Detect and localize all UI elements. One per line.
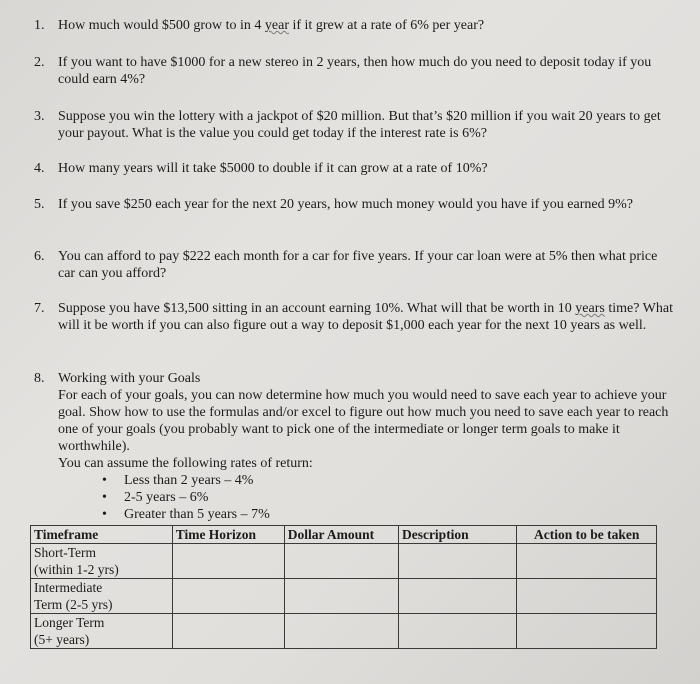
list-item: • Greater than 5 years – 7% <box>58 506 674 523</box>
column-header-action: Action to be taken <box>517 526 657 544</box>
question-number: 3. <box>34 109 45 124</box>
question-number: 2. <box>34 55 45 70</box>
table-cell <box>398 614 516 649</box>
question-4 <box>34 160 674 177</box>
row-label: Intermediate Term (2-5 yrs) <box>31 579 173 614</box>
question-number: 7. <box>34 301 45 316</box>
question-text: If you save $250 each year for the next 20 years, how much money would you have if you earned 9%? <box>58 197 633 212</box>
table-header-row <box>31 526 657 544</box>
table-row <box>31 614 657 649</box>
list-item: • 2-5 years – 6% <box>58 489 674 506</box>
table-cell <box>284 579 398 614</box>
table-cell <box>398 579 516 614</box>
table-cell <box>517 614 657 649</box>
question-text: For each of your goals, you can now determine how much you would need to save each year to achieve your goal. Show how to use the formulas and/or excel to figure out how much you need to save each year to reach one of your goals (you probably want to pick one of the intermediate or longer term goals to make it worthwhile). <box>58 388 669 454</box>
question-number: 6. <box>34 249 45 264</box>
question-text: Suppose you have $13,500 sitting in an account earning 10%. What will that be worth in 10 years time? What will it be worth if you can also figure out a way to deposit $1,000 each year for the next 10 years as well. <box>58 301 673 333</box>
row-label: Short-Term (within 1-2 yrs) <box>31 544 173 579</box>
table-cell <box>517 544 657 579</box>
table-row <box>31 579 657 614</box>
column-header-description: Description <box>398 526 516 544</box>
question-8 <box>34 370 674 523</box>
question-6 <box>34 248 674 282</box>
question-body <box>58 370 674 523</box>
spellcheck-flagged-word: years <box>575 301 605 316</box>
question-text: If you want to have $1000 for a new stereo in 2 years, then how much do you need to deposit today if you could earn 4%? <box>58 55 652 87</box>
question-number: 4. <box>34 161 45 176</box>
list-item: • Less than 2 years – 4% <box>58 472 674 489</box>
table-row <box>31 544 657 579</box>
table-cell <box>172 614 284 649</box>
section-title: Working with your Goals <box>58 371 201 386</box>
question-7 <box>34 300 674 334</box>
goals-table <box>30 525 657 649</box>
question-number: 1. <box>34 18 45 33</box>
row-label: Longer Term (5+ years) <box>31 614 173 649</box>
column-header-dollar-amount: Dollar Amount <box>284 526 398 544</box>
table-cell <box>284 544 398 579</box>
rates-intro: You can assume the following rates of return: <box>58 456 313 471</box>
question-2 <box>34 54 674 88</box>
table-cell <box>172 579 284 614</box>
question-text: How many years will it take $5000 to double if it can grow at a rate of 10%? <box>58 161 488 176</box>
question-text: You can afford to pay $222 each month for a car for five years. If your car loan were at 5% then what price car can you afford? <box>58 249 658 281</box>
question-number: 5. <box>34 197 45 212</box>
table-cell <box>172 544 284 579</box>
column-header-timeframe: Timeframe <box>31 526 173 544</box>
question-number: 8. <box>34 371 45 386</box>
question-text: Suppose you win the lottery with a jackpot of $20 million. But that’s $20 million if you wait 20 years to get your payout. What is the value you could get today if the interest rate is 6%? <box>58 109 661 141</box>
question-text: How much would $500 grow to in 4 year if it grew at a rate of 6% per year? <box>58 18 485 33</box>
column-header-time-horizon: Time Horizon <box>172 526 284 544</box>
question-3 <box>34 108 674 142</box>
table-cell <box>284 614 398 649</box>
question-1 <box>34 17 674 34</box>
table-cell <box>398 544 516 579</box>
rates-list <box>58 472 674 523</box>
question-5 <box>34 196 674 213</box>
spellcheck-flagged-word: year <box>264 18 289 33</box>
table-cell <box>517 579 657 614</box>
